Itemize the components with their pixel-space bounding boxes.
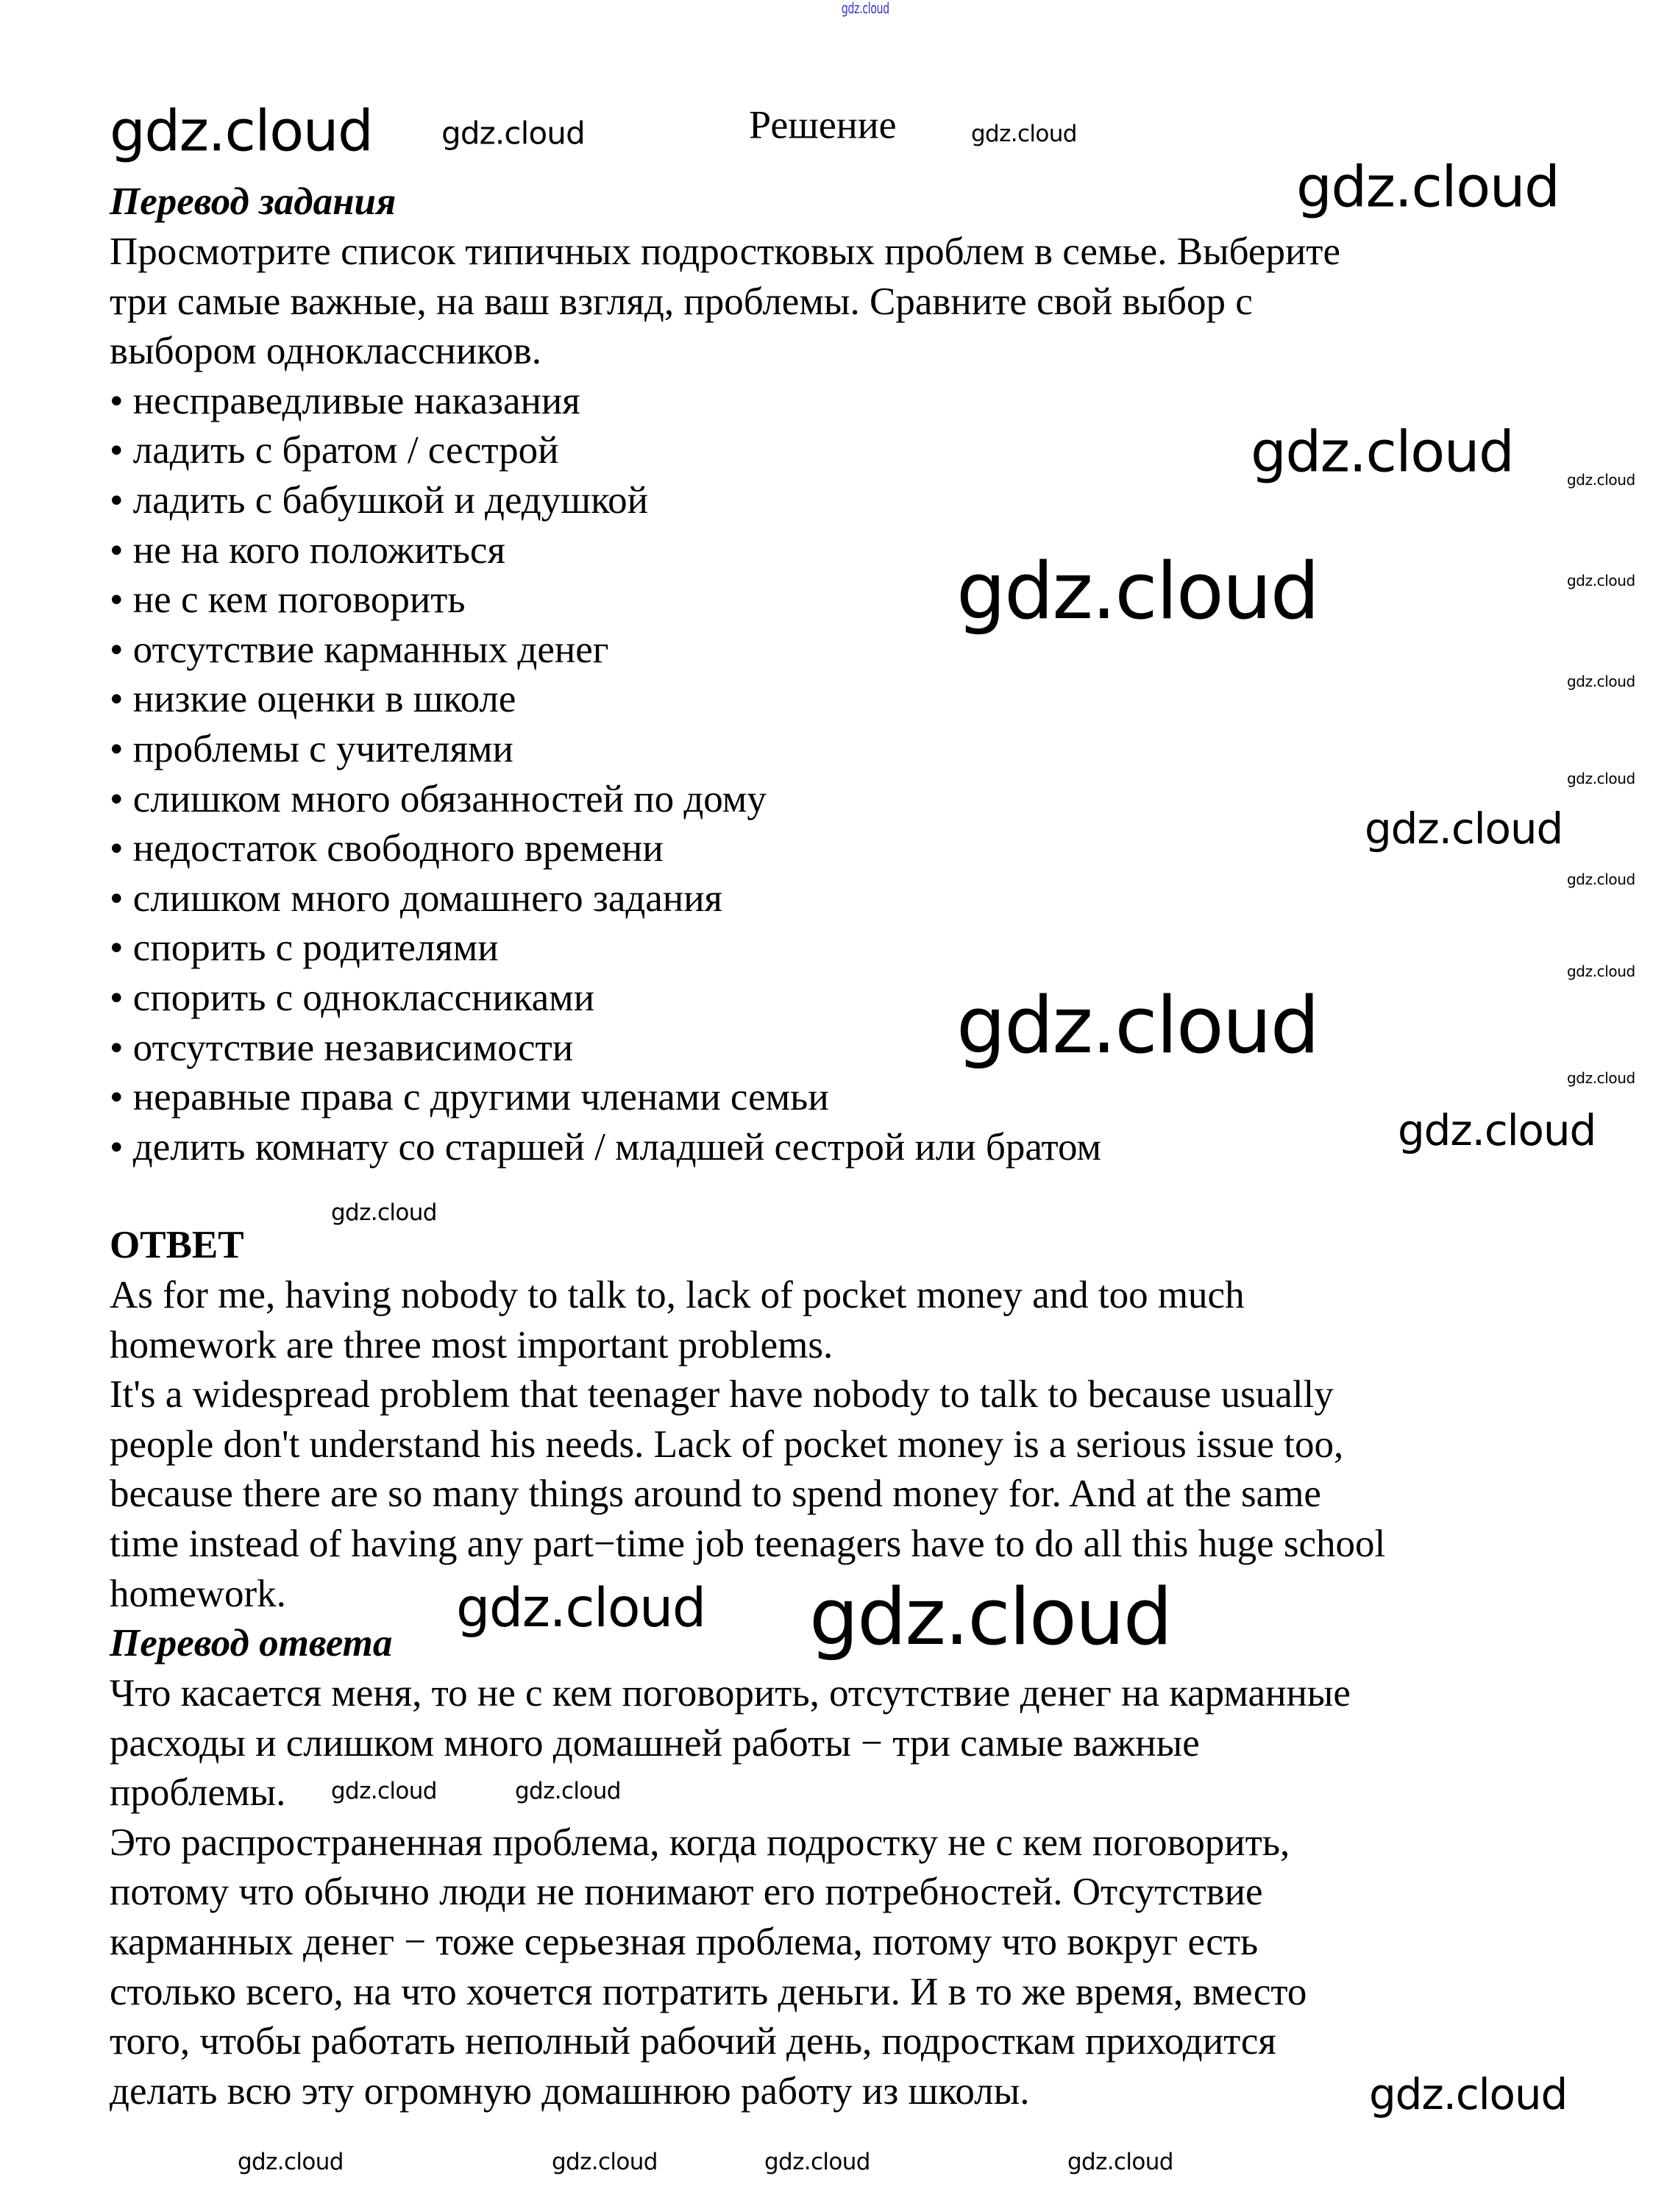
answer-text-line: time instead of having any part−time job teenagers have to do all this huge school [110,1522,1386,1565]
answer-text-line: because there are so many things around to spend money for. And at the same [110,1472,1321,1516]
watermark: gdz.cloud [1365,803,1563,854]
list-item: • слишком много домашнего задания [110,876,722,920]
watermark: gdz.cloud [1369,2069,1568,2119]
translation-text-line: Это распространенная проблема, когда подростку не с кем поговорить, [110,1821,1290,1864]
answer-text-line: As for me, having nobody to talk to, lack of pocket money and too much [110,1274,1245,1316]
task-text-line: выбором одноклассников. [110,330,542,373]
task-text-line: Просмотрите список типичных подростковых проблем в семье. Выберите [110,230,1340,273]
translation-text-line: проблемы. [110,1771,286,1815]
list-item: • слишком много обязанностей по дому [110,777,767,820]
watermark: gdz.cloud [456,1576,705,1639]
watermark: gdz.cloud [441,115,585,152]
watermark: gdz.cloud [1567,870,1635,888]
list-item: • не с кем поговорить [110,578,466,622]
watermark: gdz.cloud [552,2149,658,2176]
translation-text-line: того, чтобы работать неполный рабочий день, подросткам приходится [110,2020,1276,2063]
watermark: gdz.cloud [809,1571,1171,1662]
task-text-line: три самые важные, на ваш взгляд, проблемы. Сравните свой выбор с [110,280,1253,323]
answer-text-line: homework. [110,1572,286,1615]
translation-text-line: Что касается меня, то не с кем поговорить, отсутствие денег на карманные [110,1672,1351,1715]
watermark: gdz.cloud [841,0,889,17]
section-heading-translation: Перевод ответа [110,1622,393,1665]
page-title: Решение [749,102,897,147]
translation-text-line: расходы и слишком много домашней работы − три самые важные [110,1721,1200,1765]
watermark: gdz.cloud [1567,1068,1635,1087]
watermark: gdz.cloud [238,2149,344,2176]
translation-text-line: потому что обычно люди не понимают его потребностей. Отсутствие [110,1871,1263,1914]
translation-text-line: делать всю эту огромную домашнюю работу из школы. [110,2069,1030,2113]
section-heading-task: Перевод задания [110,180,397,223]
watermark: gdz.cloud [331,1778,437,1805]
list-item: • ладить с братом / сестрой [110,429,559,472]
list-item: • не на кого положиться [110,528,505,572]
watermark: gdz.cloud [956,979,1318,1071]
watermark: gdz.cloud [515,1778,621,1805]
watermark: gdz.cloud [1567,962,1635,980]
watermark: gdz.cloud [1567,571,1635,589]
watermark: gdz.cloud [764,2149,870,2176]
answer-text-line: homework are three most important problems. [110,1323,833,1366]
list-item: • спорить с родителями [110,926,499,970]
answer-text-line: people don't understand his needs. Lack of pocket money is a serious issue too, [110,1422,1344,1466]
watermark: gdz.cloud [1296,155,1560,221]
list-item: • несправедливые наказания [110,379,580,422]
list-item: • проблемы с учителями [110,728,513,770]
watermark: gdz.cloud [956,545,1318,637]
watermark: gdz.cloud [1251,419,1514,486]
watermark: gdz.cloud [971,121,1077,148]
watermark: gdz.cloud [1567,672,1635,690]
list-item: • неравные права с другими членами семьи [110,1076,829,1119]
watermark: gdz.cloud [1067,2149,1173,2176]
list-item: • отсутствие независимости [110,1026,574,1069]
list-item: • низкие оценки в школе [110,678,516,721]
watermark: gdz.cloud [331,1199,437,1227]
translation-text-line: карманных денег − тоже серьезная проблема, потому что вокруг есть [110,1921,1259,1963]
translation-text-line: столько всего, на что хочется потратить деньги. И в то же время, вместо [110,1970,1307,2013]
list-item: • делить комнату со старшей / младшей сестрой или братом [110,1125,1101,1169]
watermark: gdz.cloud [110,99,373,165]
watermark: gdz.cloud [1398,1105,1596,1155]
watermark: gdz.cloud [1567,769,1635,787]
list-item: • спорить с одноклассниками [110,976,595,1019]
answer-text-line: It's a widespread problem that teenager have nobody to talk to because usually [110,1373,1334,1417]
list-item: • недостаток свободного времени [110,827,664,871]
watermark: gdz.cloud [1567,470,1635,489]
list-item: • отсутствие карманных денег [110,628,609,671]
section-heading-answer: ОТВЕТ [110,1224,244,1266]
list-item: • ладить с бабушкой и дедушкой [110,479,648,522]
